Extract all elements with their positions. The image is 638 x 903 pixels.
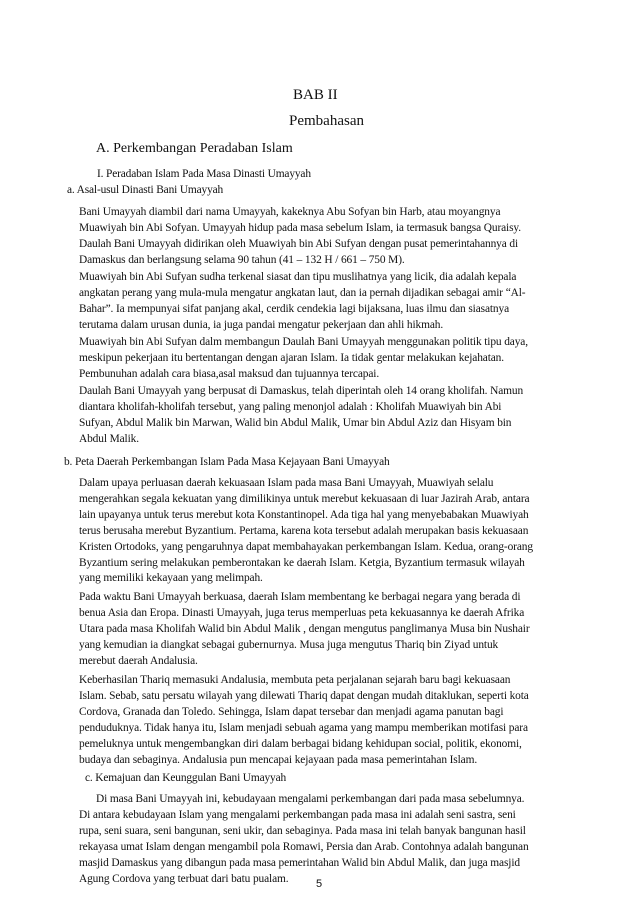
paragraph-4: Daulah Bani Umayyah yang berpusat di Damaskus, telah diperintah oleh 14 orang kholifah. Namun diantara kholifah-kholifah tersebut, yang paling menonjol adalah : Kholifah Muawiyah bin Abi Sufyan, Abdul Malik bin Marwan, Walid bin Abdul Malik, Umar bin Abdul Aziz dan Hisyam bin Abdul Malik. <box>79 385 524 445</box>
paragraph-2: Muawiyah bin Abi Sufyan sudha terkenal siasat dan tipu muslihatnya yang licik, dia adalah kepala angkatan perang yang mula-mula mengatur angkatan laut, dan ia pernah dijadikan sebagai amir “Al- Bahar”. Ia mempunyai sifat panjang akal, cerdik cendekia lagi bijaksana, luas ilmu dan siasatnya terutama dalam urusan dunia, ia juga pandai mengatur pekerjaan dan ahli hikmah. <box>79 271 526 331</box>
item-heading-c: c. Kemajuan dan Keunggulan Bani Umayyah <box>85 772 287 784</box>
page-number: 5 <box>316 878 323 890</box>
section-heading-a: A. Perkembangan Peradaban Islam <box>96 141 293 156</box>
chapter-subtitle: Pembahasan <box>289 113 364 129</box>
chapter-title: BAB II <box>293 87 338 103</box>
paragraph-1: Bani Umayyah diambil dari nama Umayyah, kakeknya Abu Sofyan bin Harb, atau moyangnya Muawiyah bin Abi Sofyan. Umayyah hidup pada masa sebelum Islam, ia termasuk bangsa Quraisy. Daulah Bani Umayyah didirikan oleh Muawiyah bin Abi Sufyan dengan pusat pemerintahannya di Damaskus dan berlangsung selama 90 tahun (41 – 132 H / 661 – 750 M). <box>79 206 521 266</box>
item-heading-a: a. Asal-usul Dinasti Bani Umayyah <box>67 184 224 196</box>
subsection-heading-1: I. Peradaban Islam Pada Masa Dinasti Umayyah <box>97 168 311 180</box>
paragraph-5: Dalam upaya perluasan daerah kekuasaan Islam pada masa Bani Umayyah, Muawiyah selalu mengerahkan segala kekuatan yang dimilikinya untuk merebut kekuasaan di luar Jazirah Arab, antara lain upayanya untuk terus merebut kota Konstantinopel. Ada tiga hal yang menyebabakan Muawiyah terus berusaha merebut Byzantium. Pertama, karena kota tersebut adalah merupakan basis kekuasaan Kristen Ortodoks, yang pengaruhnya dapat membahayakan perkembangan Islam. Kedua, orang-orang Byzantium sering melakukan pemberontakan ke daerah Islam. Ketgia, Byzantium termasuk wilayah yang memiliki kekayaan yang melimpah. <box>79 477 533 585</box>
item-heading-b: b. Peta Daerah Perkembangan Islam Pada Masa Kejayaan Bani Umayyah <box>64 456 390 468</box>
paragraph-3: Muawiyah bin Abi Sufyan dalm membangun Daulah Bani Umayyah menggunakan politik tipu daya, meskipun pekerjaan itu bertentangan dengan ajaran Islam. Ia tidak gentar melakukan kejahatan. Pembunuhan adalah cara biasa,asal maksud dan tujuannya tercapai. <box>79 336 528 380</box>
paragraph-6: Pada waktu Bani Umayyah berkuasa, daerah Islam membentang ke berbagai negara yang berada di benua Asia dan Eropa. Dinasti Umayyah, juga terus memperluas peta kekuasannya ke daerah Afrika Utara pada masa Kholifah Walid bin Abdul Malik , dengan mengutus panglimanya Musa bin Nushair yang kemudian ia diangkat sebagai gubernurnya. Musa juga mengutus Thariq bin Ziyad untuk merebut daerah Andalusia. <box>79 591 530 667</box>
paragraph-7: Keberhasilan Thariq memasuki Andalusia, membuta peta perjalanan sejarah baru bagi kekuasaan Islam. Sebab, satu persatu wilayah yang dilewati Thariq dapat dengan mudah ditaklukan, seperti kota Cordova, Granada dan Toledo. Sehingga, Islam dapat tersebar dan menjadi agama panutan bagi penduduknya. Tidak hanya itu, Islam menjadi sebuah agama yang mampu memberikan motifasi para pemeluknya untuk mengembangkan diri dalam berbagai bidang kehidupan social, politik, ekonomi, budaya dan sebaginya. Andalusia pun mencapai kejayaan pada masa pemerintahan Islam. <box>79 674 529 766</box>
paragraph-8: Di masa Bani Umayyah ini, kebudayaan mengalami perkembangan dari pada masa sebelumnya. Di antara kebudayaan Islam yang mengalami perkembangan pada masa ini adalah seni sastra, seni rupa, seni suara, seni bangunan, seni ukir, dan sebaginya. Pada masa ini telah banyak bangunan hasil rekayasa umat Islam dengan mengambil pola Romawi, Persia dan Arab. Contohnya adalah bangunan masjid Damaskus yang dibangun pada masa pemerintahan Walid bin Abdul Malik, dan juga masjid Agung Cordova yang terbuat dari batu pualam. <box>79 793 529 885</box>
